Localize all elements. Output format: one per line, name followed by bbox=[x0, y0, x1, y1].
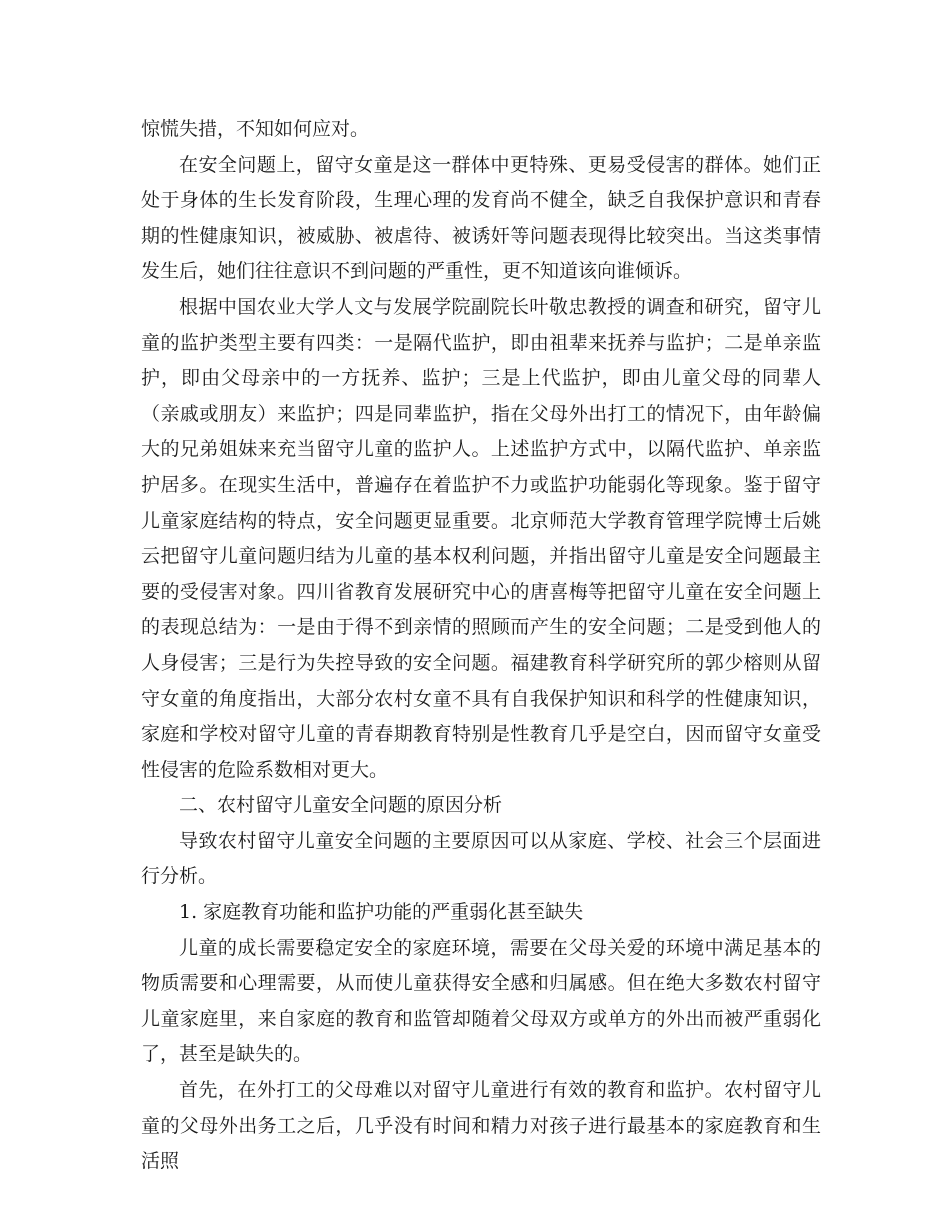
paragraph-causes-intro: 导致农村留守儿童安全问题的主要原因可以从家庭、学校、社会三个层面进行分析。 bbox=[141, 829, 821, 888]
subsection-heading: 1. 家庭教育功能和监护功能的严重弱化甚至缺失 bbox=[179, 901, 584, 924]
document-page bbox=[141, 112, 821, 1180]
section-heading: 二、农村留守儿童安全问题的原因分析 bbox=[179, 794, 503, 817]
paragraph-family-environment: 儿童的成长需要稳定安全的家庭环境，需要在父母关爱的环境中满足基本的物质需要和心理需要，从而使儿童获得安全感和归属感。但在绝大多数农村留守儿童家庭里，来自家庭的教育和监管却随着父母双方或单方的外出而被严重弱化了，甚至是缺失的。 bbox=[141, 936, 821, 1066]
paragraph-parents-away: 首先，在外打工的父母难以对留守儿童进行有效的教育和监护。农村留守儿童的父母外出务工之后，几乎没有时间和精力对孩子进行最基本的家庭教育和生活照 bbox=[141, 1079, 821, 1173]
paragraph-continuation: 惊慌失措，不知如何应对。 bbox=[141, 118, 370, 140]
paragraph-guardianship-types: 根据中国农业大学人文与发展学院副院长叶敬忠教授的调查和研究，留守儿童的监护类型主要有四类：一是隔代监护，即由祖辈来抚养与监护；二是单亲监护，即由父母亲中的一方抚养、监护；三是上代监护，即由儿童父母的同辈人（亲戚或朋友）来监护；四是同辈监护，指在父母外出打工的情况下，由年龄偏大的兄弟姐妹来充当留守儿童的监护人。上述监护方式中，以隔代监护、单亲监护居多。在现实生活中，普遍存在着监护不力或监护功能弱化等现象。鉴于留守儿童家庭结构的特点，安全问题更显重要。北京师范大学教育管理学院博士后姚云把留守儿童问题归结为儿童的基本权利问题，并指出留守儿童是安全问题最主要的受侵害对象。四川省教育发展研究中心的唐喜梅等把留守儿童在安全问题上的表现总结为：一是由于得不到亲情的照顾而产生的安全问题；二是受到他人的人身侵害；三是行为失控导致的安全问题。福建教育科学研究所的郭少榕则从留守女童的角度指出，大部分农村女童不具有自我保护知识和科学的性健康知识，家庭和学校对留守儿童的青春期教育特别是性教育几乎是空白，因而留守女童受性侵害的危险系数相对更大。 bbox=[141, 295, 821, 781]
paragraph-girls-safety: 在安全问题上，留守女童是这一群体中更特殊、更易受侵害的群体。她们正处于身体的生长发育阶段，生理心理的发育尚不健全，缺乏自我保护意识和青春期的性健康知识，被威胁、被虐待、被诱奸等问题表现得比较突出。当这类事情发生后，她们往往意识不到问题的严重性，更不知道该向谁倾诉。 bbox=[141, 153, 821, 283]
